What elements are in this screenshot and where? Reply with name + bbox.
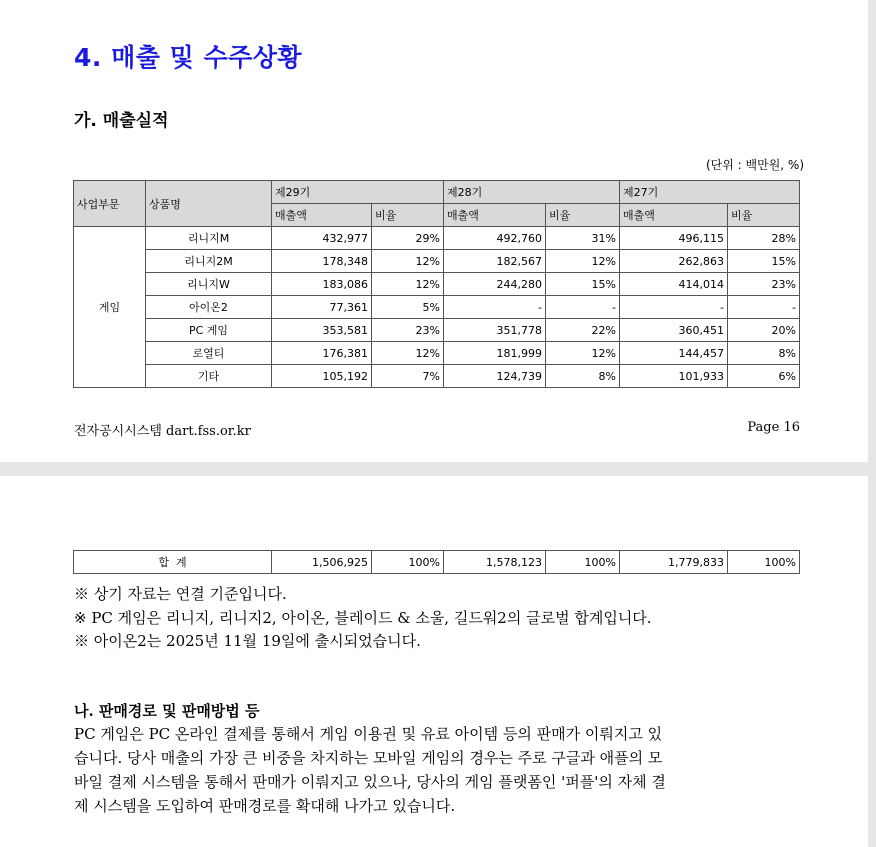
ratio-cell: 6% <box>728 365 800 388</box>
header-sales: 매출액 <box>620 204 728 227</box>
header-ratio: 비율 <box>728 204 800 227</box>
table-row <box>74 365 800 388</box>
sales-cell: 353,581 <box>272 319 372 342</box>
footer-source: 전자공시시스템 dart.fss.or.kr <box>74 424 251 439</box>
ratio-cell: 28% <box>728 227 800 250</box>
ratio-cell: 23% <box>372 319 444 342</box>
ratio-cell: 8% <box>728 342 800 365</box>
table-row <box>74 296 800 319</box>
sales-cell: 262,863 <box>620 250 728 273</box>
sales-cell: 181,999 <box>444 342 546 365</box>
paragraph-line: PC 게임은 PC 온라인 결제를 통해서 게임 이용권 및 유료 아이템 등의 판매가 이뤄지고 있 <box>74 725 663 743</box>
sales-cell: 496,115 <box>620 227 728 250</box>
ratio-cell: 22% <box>546 319 620 342</box>
sales-cell: 77,361 <box>272 296 372 319</box>
sales-cell: - <box>444 296 546 319</box>
footer-page-number: Page 16 <box>747 420 800 435</box>
header-sales: 매출액 <box>444 204 546 227</box>
note-item: ※ PC 게임은 리니지, 리니지2, 아이온, 블레이드 & 소울, 길드워2의 글로벌 합계입니다. <box>74 608 652 627</box>
total-sales-cell: 1,779,833 <box>620 551 728 574</box>
viewer-edge <box>868 0 876 847</box>
ratio-cell: 12% <box>372 250 444 273</box>
sales-cell: 178,348 <box>272 250 372 273</box>
table-header-row <box>74 181 800 204</box>
product-cell: 기타 <box>146 365 272 388</box>
sales-table <box>73 180 800 388</box>
note-item: ※ 아이온2는 2025년 11월 19일에 출시되었습니다. <box>74 632 421 650</box>
business-cell: 게임 <box>74 227 146 388</box>
product-cell: 리니지W <box>146 273 272 296</box>
subsection-title-sales-channel: 나. 판매경로 및 판매방법 등 <box>74 702 260 720</box>
table-row <box>74 319 800 342</box>
total-label: 합 계 <box>74 551 272 574</box>
sales-total-table <box>73 550 800 574</box>
subsection-title-sales: 가. 매출실적 <box>74 111 169 131</box>
product-cell: 리니지M <box>146 227 272 250</box>
ratio-cell: 29% <box>372 227 444 250</box>
paragraph-line: 습니다. 당사 매출의 가장 큰 비중을 차지하는 모바일 게임의 경우는 주로 구글과 애플의 모 <box>74 749 663 767</box>
ratio-cell: - <box>546 296 620 319</box>
total-ratio-cell: 100% <box>372 551 444 574</box>
sales-cell: 360,451 <box>620 319 728 342</box>
ratio-cell: 5% <box>372 296 444 319</box>
header-ratio: 비율 <box>546 204 620 227</box>
sales-cell: 105,192 <box>272 365 372 388</box>
product-cell: 로열티 <box>146 342 272 365</box>
header-ratio: 비율 <box>372 204 444 227</box>
header-period-29: 제29기 <box>272 181 444 204</box>
sales-cell: 101,933 <box>620 365 728 388</box>
total-ratio-cell: 100% <box>728 551 800 574</box>
notes <box>74 583 652 654</box>
sales-cell: 414,014 <box>620 273 728 296</box>
sales-cell: 244,280 <box>444 273 546 296</box>
sales-cell: 183,086 <box>272 273 372 296</box>
product-cell: 아이온2 <box>146 296 272 319</box>
ratio-cell: 15% <box>728 250 800 273</box>
sales-channel-paragraph <box>74 722 798 818</box>
ratio-cell: 8% <box>546 365 620 388</box>
table-row <box>74 227 800 250</box>
sales-cell: 182,567 <box>444 250 546 273</box>
note-item: ※ 상기 자료는 연결 기준입니다. <box>74 585 287 603</box>
ratio-cell: 12% <box>546 250 620 273</box>
ratio-cell: 7% <box>372 365 444 388</box>
product-cell: 리니지2M <box>146 250 272 273</box>
paragraph-line: 제 시스템을 도입하여 판매경로를 확대해 나가고 있습니다. <box>74 797 456 815</box>
ratio-cell: 12% <box>372 342 444 365</box>
header-product: 상품명 <box>146 181 272 227</box>
ratio-cell: - <box>728 296 800 319</box>
total-sales-cell: 1,506,925 <box>272 551 372 574</box>
ratio-cell: 31% <box>546 227 620 250</box>
ratio-cell: 20% <box>728 319 800 342</box>
product-cell: PC 게임 <box>146 319 272 342</box>
table-row <box>74 250 800 273</box>
ratio-cell: 12% <box>546 342 620 365</box>
header-period-27: 제27기 <box>620 181 800 204</box>
header-period-28: 제28기 <box>444 181 620 204</box>
sales-cell: 124,739 <box>444 365 546 388</box>
total-row <box>74 551 800 574</box>
header-business: 사업부문 <box>74 181 146 227</box>
ratio-cell: 15% <box>546 273 620 296</box>
sales-cell: - <box>620 296 728 319</box>
unit-note: (단위 : 백만원, %) <box>705 158 804 172</box>
table-row <box>74 273 800 296</box>
sales-cell: 432,977 <box>272 227 372 250</box>
header-sales: 매출액 <box>272 204 372 227</box>
sales-cell: 144,457 <box>620 342 728 365</box>
table-row <box>74 342 800 365</box>
total-sales-cell: 1,578,123 <box>444 551 546 574</box>
section-title: 4. 매출 및 수주상황 <box>74 43 303 72</box>
sales-cell: 176,381 <box>272 342 372 365</box>
total-ratio-cell: 100% <box>546 551 620 574</box>
sales-cell: 351,778 <box>444 319 546 342</box>
ratio-cell: 12% <box>372 273 444 296</box>
ratio-cell: 23% <box>728 273 800 296</box>
sales-cell: 492,760 <box>444 227 546 250</box>
paragraph-line: 바일 결제 시스템을 통해서 판매가 이뤄지고 있으나, 당사의 게임 플랫폼인 '퍼플'의 자체 결 <box>74 773 666 791</box>
